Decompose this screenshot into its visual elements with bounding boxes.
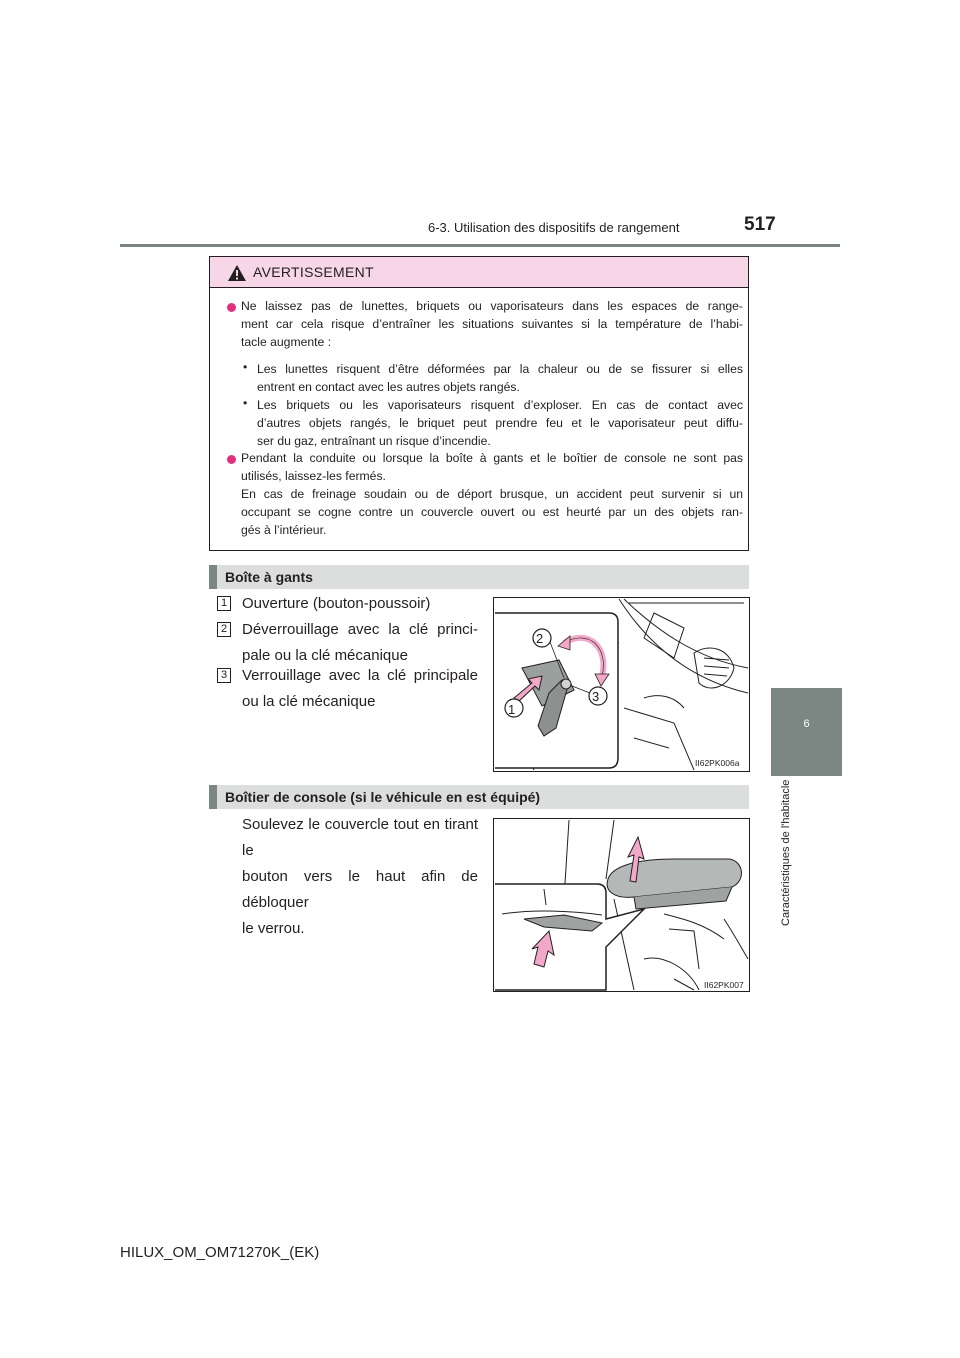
figure-callout-1: 1 [508,702,516,717]
warning-header [210,257,748,288]
warning-paragraph [241,297,743,351]
sub-bullet-dot: • [243,360,248,374]
text-line: Ouverture (bouton-poussoir) [242,595,431,612]
text-line: bouton vers le haut afin de débloquer [242,868,478,911]
warning-bullet-marker [227,455,236,464]
warning-box [209,256,749,551]
figure-code: II62PK006a [695,758,740,768]
text-line: En cas de freinage soudain ou de déport brusque, un accident peut survenir si un [241,487,743,501]
text-line: Pendant la conduite ou lorsque la boîte à gants et le boîtier de console ne sont pas [241,451,743,465]
console-illustration [493,818,750,992]
header-divider [120,244,840,247]
warning-sub-item [257,360,743,396]
glovebox-item-text [242,591,478,617]
warning-paragraph [241,449,743,539]
chapter-tab [771,688,842,776]
section-title: Boîte à gants [225,569,313,585]
page-number: 517 [744,214,776,235]
warning-bullet-marker [227,303,236,312]
glovebox-item-text [242,617,478,669]
glovebox-illustration [493,597,750,772]
footer-doc-code: HILUX_OM_OM71270K_(EK) [120,1244,320,1261]
section-bar-console [209,785,749,809]
text-line: Verrouillage avec la clé principale [242,667,478,684]
chapter-tab-label [754,779,814,930]
sub-bullet-dot: • [243,396,248,410]
text-line: pale ou la clé mécanique [242,647,408,664]
section-title: Boîtier de console (si le véhicule en est équipé) [225,789,541,805]
item-number-badge: 2 [217,622,231,637]
text-line: Ne laissez pas de lunettes, briquets ou vaporisateurs dans les espaces de range- [241,299,743,313]
console-instructions [242,812,478,942]
section-bar-accent [209,785,217,809]
figure-code: II62PK007 [704,980,744,990]
chapter-tab-number: 6 [803,718,810,730]
figure-callout-3: 3 [592,689,600,704]
text-line: Soulevez le couvercle tout en tirant le [242,816,478,859]
text-line: entrent en contact avec les autres objets rangés. [257,380,520,394]
item-number-badge: 3 [217,668,231,683]
section-bar-accent [209,565,217,589]
chapter-tab-label-text: Caractéristiques de l'habitacle [780,779,792,926]
text-line: Les briquets ou les vaporisateurs risquent d’exploser. En cas de contact avec [257,398,743,412]
text-line: utilisés, laissez-les fermés. [241,469,386,483]
warning-triangle-icon [227,264,247,282]
item-number-badge: 1 [217,596,231,611]
text-line: Les lunettes risquent d’être déformées par la chaleur ou de se fissurer si elles [257,362,743,376]
text-line: ou la clé mécanique [242,693,376,710]
section-bar-glovebox [209,565,749,589]
glovebox-item-text [242,663,478,715]
text-line: occupant se cogne contre un couvercle ouvert ou est heurté par un des objets ran- [241,505,743,519]
text-line: ment car cela risque d’entraîner les situations suivantes si la température de l’habi- [241,317,743,331]
text-line: le verrou. [242,920,305,937]
glovebox-drawing [494,598,749,771]
text-line: d’autres objets rangés, le briquet peut prendre feu et le vaporisateur peut diffu- [257,416,743,430]
console-drawing [494,819,749,991]
text-line: gés à l’intérieur. [241,523,327,537]
header-section-title: 6-3. Utilisation des dispositifs de rangement [428,220,680,235]
warning-title: AVERTISSEMENT [253,264,374,280]
text-line: Déverrouillage avec la clé princi- [242,621,478,638]
figure-callout-2: 2 [536,631,544,646]
warning-sub-item [257,396,743,450]
text-line: ser du gaz, entraînant un risque d’incendie. [257,434,491,448]
text-line: tacle augmente : [241,335,332,349]
